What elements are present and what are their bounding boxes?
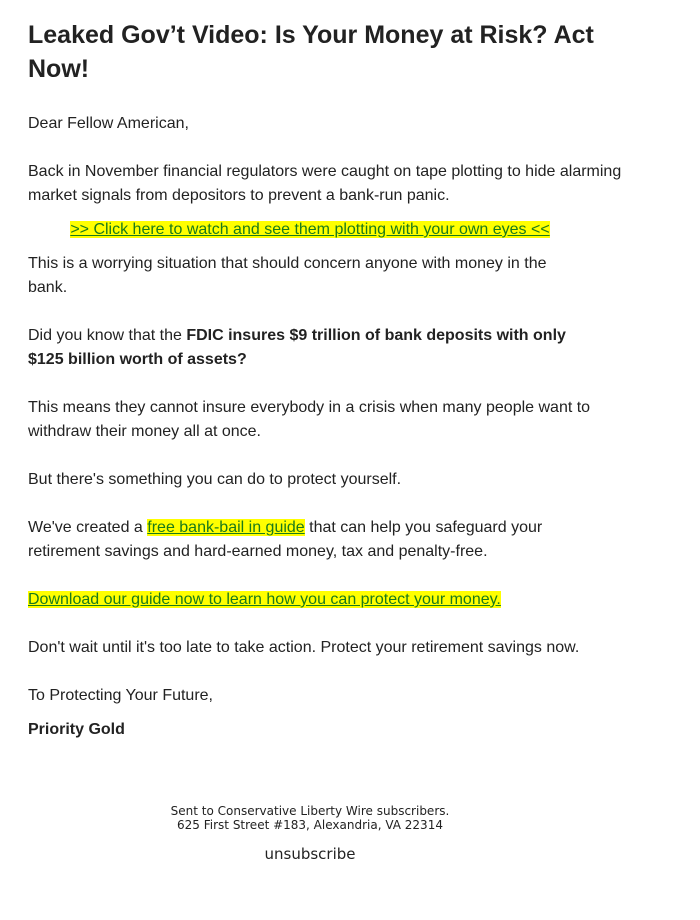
paragraph-fdic: [28, 324, 598, 372]
paragraph-crisis: This means they cannot insure everybody in a crisis when many people want to withdraw their money all at once.: [28, 399, 591, 440]
signature: Priority Gold: [28, 721, 125, 738]
paragraph-protect: But there's something you can do to protect yourself.: [28, 471, 402, 488]
closing-line: To Protecting Your Future,: [28, 687, 213, 704]
guide-prefix: We've created a: [28, 519, 148, 536]
paragraph-guide: [28, 516, 568, 564]
guide-suffix: that can help you safeguard your retirement savings and hard-earned money, tax and penalty-free.: [28, 519, 543, 560]
paragraph-urgency: Don't wait until it's too late to take action. Protect your retirement savings now.: [28, 639, 580, 656]
unsubscribe-link[interactable]: unsubscribe: [264, 845, 356, 863]
watch-link-line: [28, 218, 592, 242]
download-line: [28, 588, 628, 612]
fdic-prefix: Did you know that the: [28, 327, 187, 344]
email-title: Leaked Gov’t Video: Is Your Money at Risk? Act Now!: [28, 21, 594, 83]
fdic-bold-text: FDIC insures $9 trillion of bank deposits with only $125 billion worth of assets?: [28, 327, 566, 368]
download-guide-link[interactable]: Download our guide now to learn how you can protect your money.: [28, 591, 501, 608]
footer-address: 625 First Street #183, Alexandria, VA 22314: [177, 818, 443, 832]
watch-video-link[interactable]: >> Click here to watch and see them plotting with your own eyes <<: [70, 221, 550, 238]
greeting: Dear Fellow American,: [28, 115, 189, 132]
paragraph-intro: Back in November financial regulators were caught on tape plotting to hide alarming market signals from depositors to prevent a bank-run panic.: [28, 163, 622, 204]
free-guide-link[interactable]: free bank-bail in guide: [147, 519, 305, 536]
footer-subscription-note: Sent to Conservative Liberty Wire subscribers.: [170, 804, 450, 818]
paragraph-worry: This is a worrying situation that should concern anyone with money in the bank.: [28, 255, 547, 296]
